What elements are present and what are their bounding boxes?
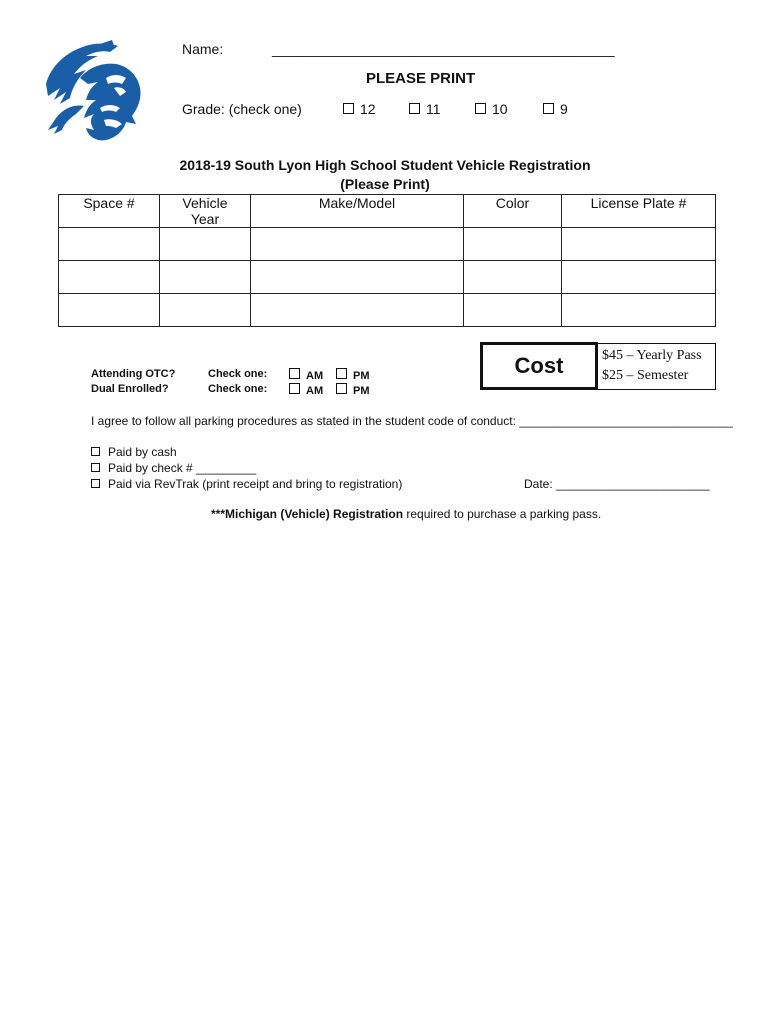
paid-by-check-option[interactable]: Paid by check # _________	[91, 461, 256, 475]
dual-enrolled-label: Dual Enrolled?	[91, 383, 169, 395]
checkbox-icon[interactable]	[91, 479, 100, 488]
table-row	[59, 228, 716, 261]
paid-by-cash-option[interactable]: Paid by cash	[91, 445, 177, 459]
cell-color[interactable]	[464, 294, 562, 327]
cost-box	[480, 342, 598, 390]
name-input-line[interactable]: ____________________________________________	[272, 41, 615, 57]
cell-make-model[interactable]	[251, 228, 464, 261]
checkbox-icon[interactable]	[343, 103, 354, 114]
cost-label: Cost	[514, 353, 564, 378]
grade-option-9[interactable]: 9	[543, 101, 568, 117]
cell-license-plate[interactable]	[562, 228, 716, 261]
checkbox-icon[interactable]	[289, 383, 300, 394]
checkbox-icon[interactable]	[409, 103, 420, 114]
column-header-make-model: Make/Model	[251, 195, 464, 228]
dual-pm-option[interactable]: PM	[336, 383, 370, 397]
column-header-color: Color	[464, 195, 562, 228]
grade-option-11[interactable]: 11	[409, 101, 441, 117]
lion-head-logo-icon	[40, 38, 148, 144]
grade-option-10[interactable]: 10	[475, 101, 508, 117]
cell-space[interactable]	[59, 261, 160, 294]
please-print-heading: PLEASE PRINT	[366, 70, 476, 87]
checkbox-icon[interactable]	[336, 368, 347, 379]
form-subtitle: (Please Print)	[340, 176, 430, 192]
vehicle-registration-table	[58, 194, 716, 327]
paid-via-revtrak-option[interactable]: Paid via RevTrak (print receipt and bring to registration)	[91, 477, 402, 491]
cell-space[interactable]	[59, 294, 160, 327]
dual-am-option[interactable]: AM	[289, 383, 323, 397]
date-field[interactable]: Date: _______________________	[524, 477, 710, 491]
checkbox-icon[interactable]	[336, 383, 347, 394]
otc-am-option[interactable]: AM	[289, 368, 323, 382]
column-header-license-plate: License Plate #	[562, 195, 716, 228]
table-row	[59, 294, 716, 327]
cell-make-model[interactable]	[251, 261, 464, 294]
cell-vehicle-year[interactable]	[160, 261, 251, 294]
grade-option-12[interactable]: 12	[343, 101, 376, 117]
grade-label: Grade: (check one)	[182, 101, 302, 117]
attending-otc-label: Attending OTC?	[91, 368, 176, 380]
registration-note: ***Michigan (Vehicle) Registration required to purchase a parking pass.	[211, 507, 602, 521]
checkbox-icon[interactable]	[475, 103, 486, 114]
column-header-space: Space #	[59, 195, 160, 228]
agreement-statement[interactable]: I agree to follow all parking procedures as stated in the student code of conduct: ________________________________	[91, 414, 733, 428]
column-header-vehicle-year: Vehicle Year	[160, 195, 251, 228]
price-box	[598, 343, 716, 390]
cell-color[interactable]	[464, 228, 562, 261]
table-row	[59, 261, 716, 294]
checkbox-icon[interactable]	[91, 447, 100, 456]
checkbox-icon[interactable]	[289, 368, 300, 379]
check-one-label: Check one:	[208, 383, 268, 395]
check-one-label: Check one:	[208, 368, 268, 380]
yearly-price: $45 – Yearly Pass	[602, 348, 702, 363]
checkbox-icon[interactable]	[91, 463, 100, 472]
cell-color[interactable]	[464, 261, 562, 294]
cell-license-plate[interactable]	[562, 261, 716, 294]
form-title: 2018-19 South Lyon High School Student Vehicle Registration	[179, 157, 591, 173]
cell-vehicle-year[interactable]	[160, 294, 251, 327]
cell-space[interactable]	[59, 228, 160, 261]
cell-make-model[interactable]	[251, 294, 464, 327]
name-label: Name:	[182, 41, 224, 57]
checkbox-icon[interactable]	[543, 103, 554, 114]
cell-license-plate[interactable]	[562, 294, 716, 327]
cell-vehicle-year[interactable]	[160, 228, 251, 261]
table-header-row	[59, 195, 716, 228]
otc-pm-option[interactable]: PM	[336, 368, 370, 382]
semester-price: $25 – Semester	[602, 368, 689, 383]
